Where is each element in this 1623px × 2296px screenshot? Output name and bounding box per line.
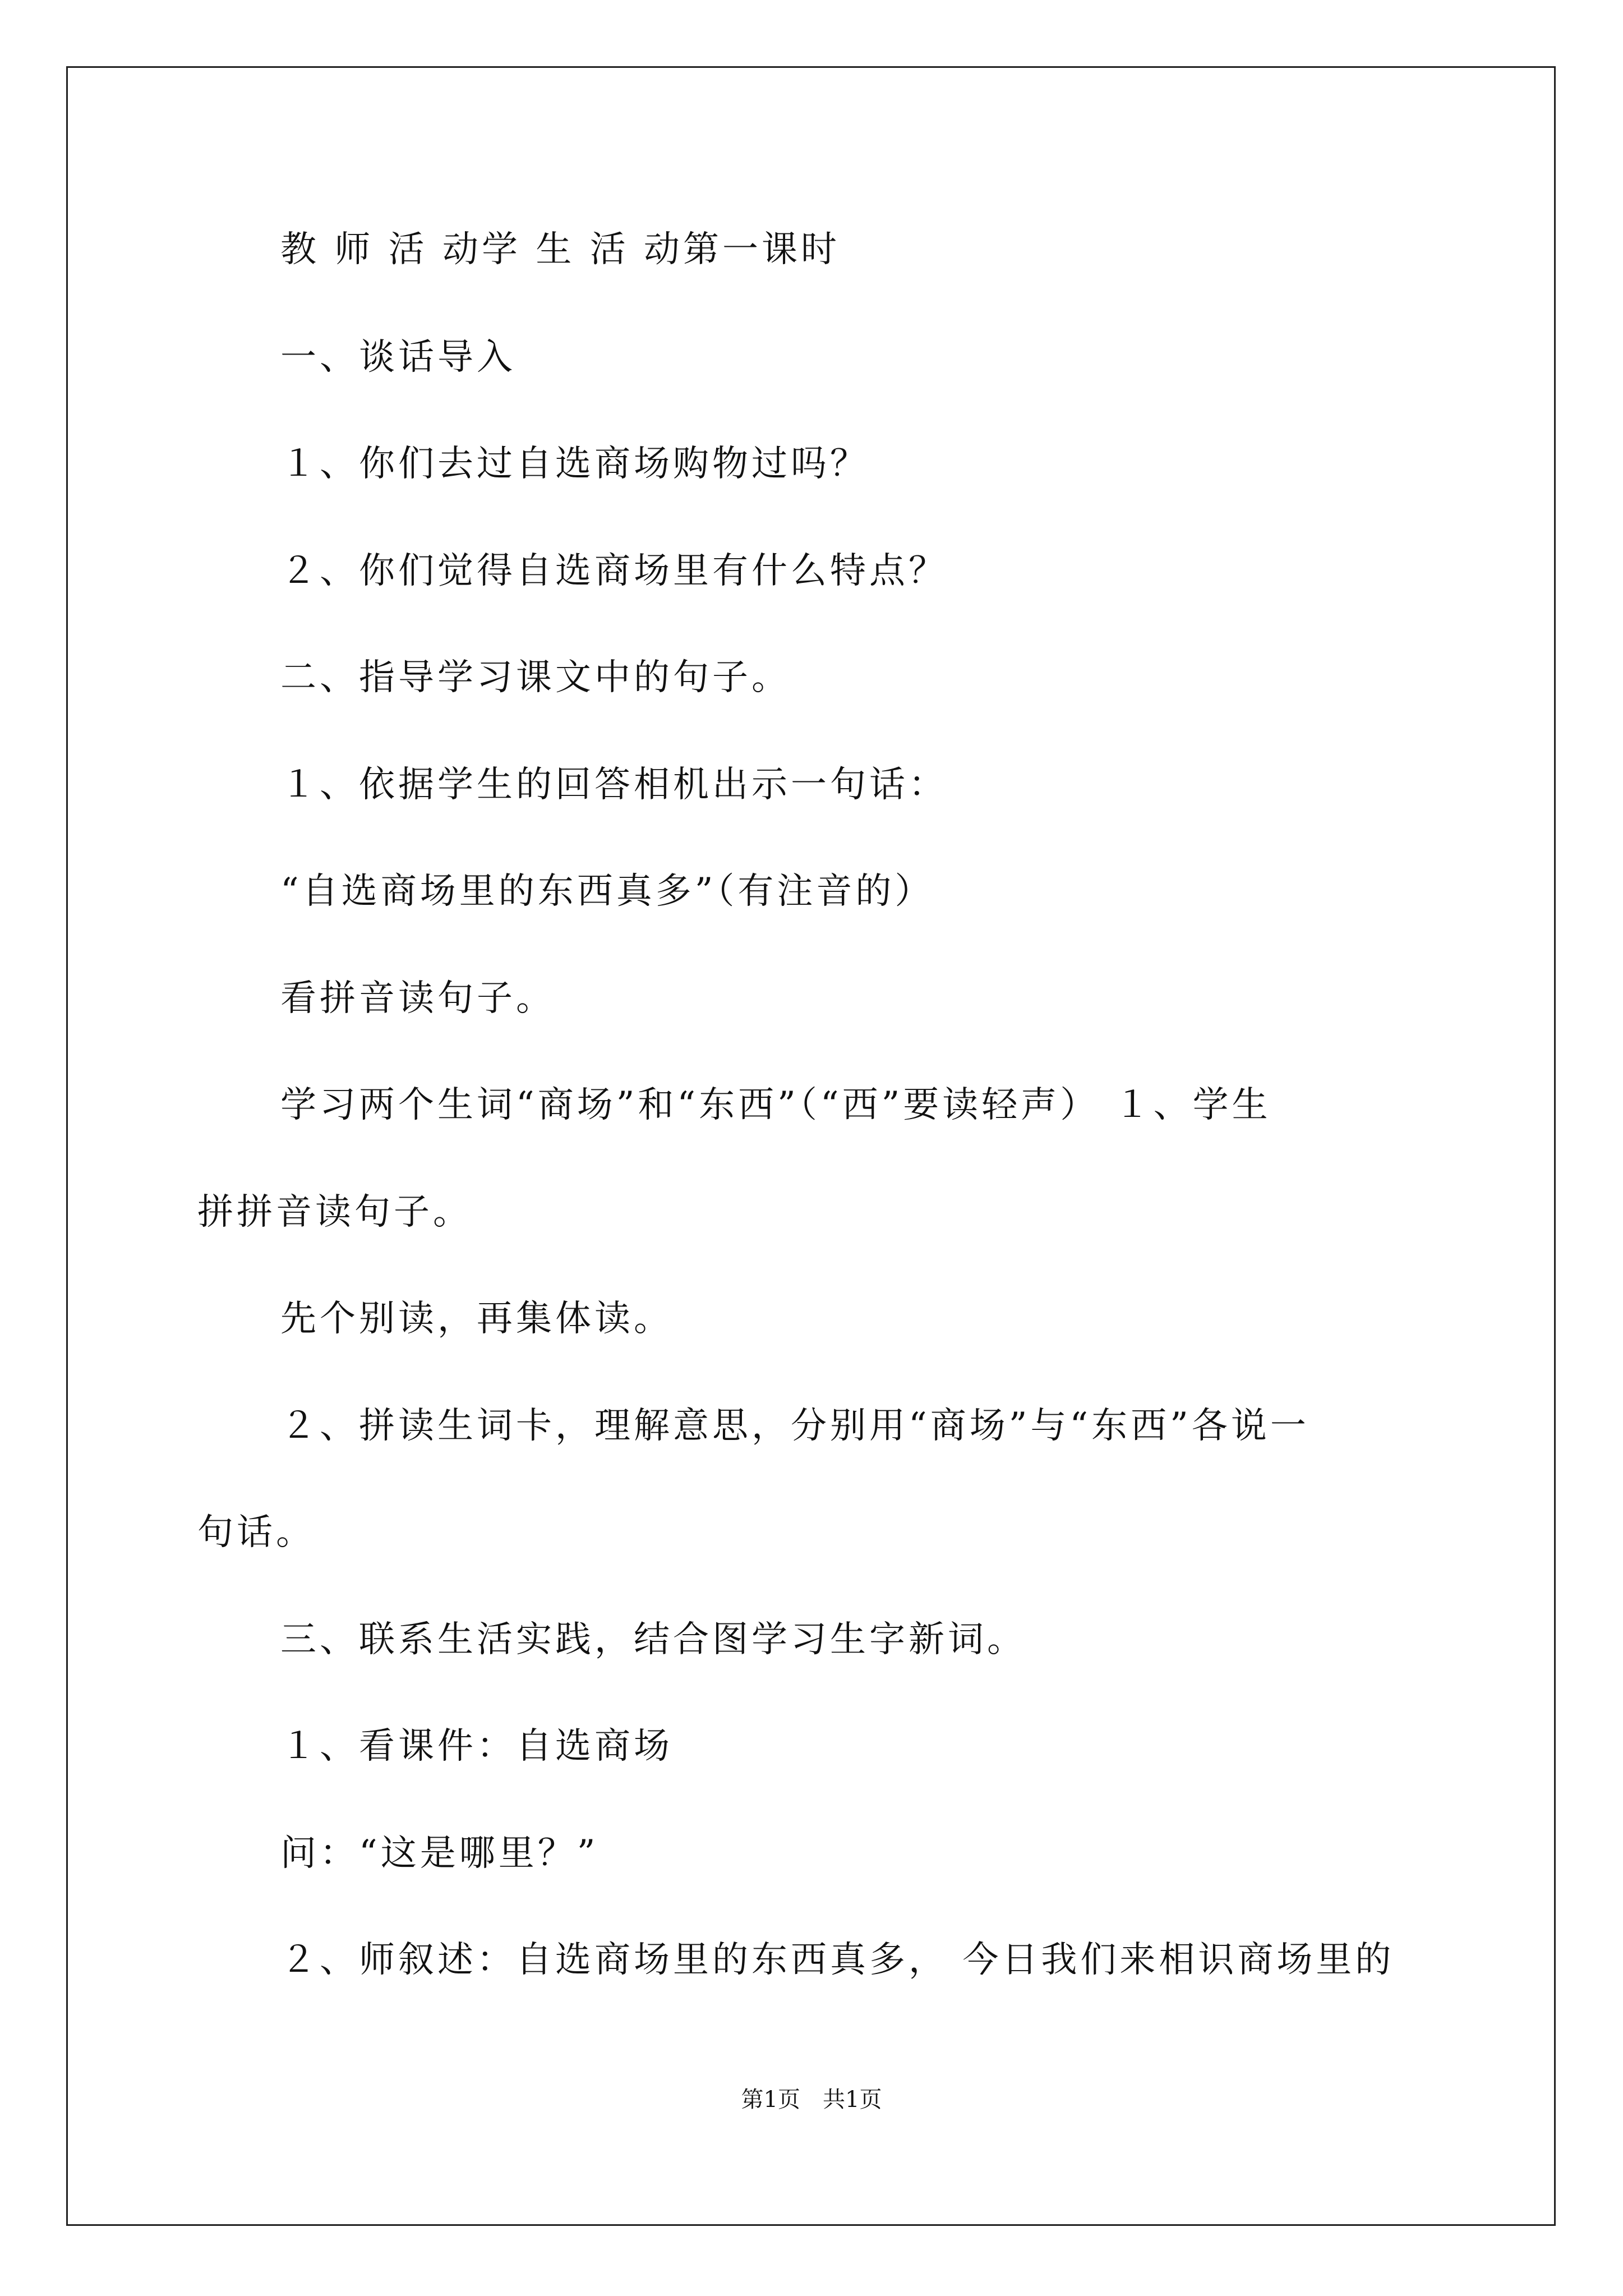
paragraph: １、依据学生的回答相机出示一句话： [280,764,948,806]
paragraph: “自选商场里的东西真多”（有注音的） [280,871,934,912]
paragraph: 学习两个生词“商场”和“东西”（“西”要读轻声） １、学生 [280,1084,1271,1126]
paragraph: 看拼音读句子。 [280,978,555,1019]
paragraph: 拼拼音读句子。 [197,1191,472,1233]
paragraph: ２、师叙述：自选商场里的东西真多， 今日我们来相识商场里的 [280,1939,1395,1981]
paragraph: 先个别读，再集体读。 [280,1298,673,1340]
paragraph: ２、你们觉得自选商场里有什么特点？ [280,550,948,592]
paragraph: ２、拼读生词卡，理解意思，分别用“商场”与“东西”各说一 [280,1405,1310,1447]
paragraph: 句话。 [197,1512,315,1553]
section-heading: 一、谈话导入 [280,337,516,378]
paragraph: １、你们去过自选商场购物过吗？ [280,443,869,485]
section-heading: 二、指导学习课文中的句子。 [280,657,791,698]
section-heading: 三、联系生活实践，结合图学习生字新词。 [280,1619,1026,1660]
page-footer: 第1页 共1页 [741,2087,882,2113]
paragraph: １、看课件：自选商场 [280,1726,673,1767]
paragraph: 问：“这是哪里？” [280,1833,599,1874]
lesson-header: 教 师 活 动学 生 活 动第一课时 [280,229,841,270]
